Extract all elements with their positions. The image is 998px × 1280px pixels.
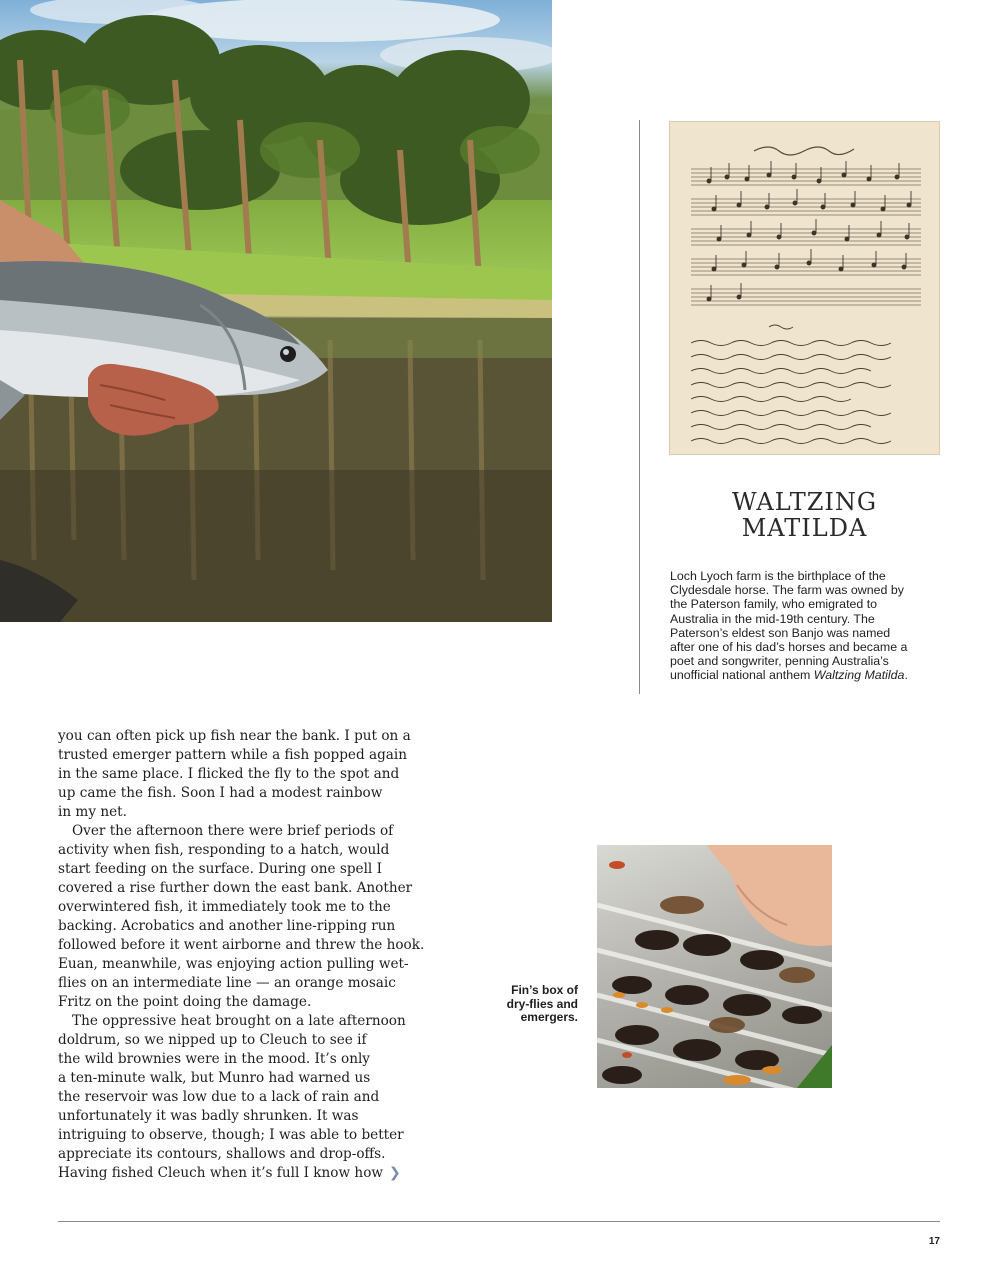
- body-line: trusted emerger pattern while a fish popped again: [58, 747, 407, 763]
- body-line: The oppressive heat brought on a late afternoon: [72, 1013, 406, 1029]
- sidebar-text-main: Loch Lyoch farm is the birthplace of the Clydesdale horse. The farm was owned by the Paterson family, who emigrated to Australia in the mid-19th century. The Paterson’s eldest son Banjo was named after one of his dad’s horses and became a poet and songwriter, penning Australia’s unofficial national anthem: [670, 569, 908, 683]
- sheet-music-manuscript-image: [669, 121, 940, 455]
- body-line: the wild brownies were in the mood. It’s only: [58, 1051, 370, 1067]
- fly-box-photo: [597, 845, 832, 1088]
- body-line: you can often pick up fish near the bank. I put on a: [58, 728, 411, 744]
- body-line: Euan, meanwhile, was enjoying action pulling wet-: [58, 956, 409, 972]
- caption-line: emergers.: [520, 1010, 578, 1024]
- body-line: covered a rise further down the east bank. Another: [58, 880, 413, 896]
- body-line: Over the afternoon there were brief periods of: [72, 823, 394, 839]
- sidebar-text-end: .: [904, 668, 908, 683]
- footer-rule: [58, 1221, 940, 1222]
- sidebar-title: [669, 489, 940, 541]
- body-line: the reservoir was low due to a lack of rain and: [58, 1089, 380, 1105]
- body-line: start feeding on the surface. During one spell I: [58, 861, 382, 877]
- body-line: Fritz on the point doing the damage.: [58, 994, 312, 1010]
- body-line: Having fished Cleuch when it’s full I know how: [58, 1165, 384, 1181]
- body-line: in the same place. I flicked the fly to the spot and: [58, 766, 400, 782]
- body-line: activity when fish, responding to a hatch, would: [58, 842, 390, 858]
- body-line: intriguing to observe, though; I was able to better: [58, 1127, 404, 1143]
- body-line: overwintered fish, it immediately took me to the: [58, 899, 391, 915]
- body-line: flies on an intermediate line — an orange mosaic: [58, 975, 396, 991]
- sidebar-title-line2: MATILDA: [741, 514, 868, 542]
- body-line: followed before it went airborne and threw the hook.: [58, 937, 425, 953]
- sidebar-title-line1: WALTZING: [731, 488, 878, 516]
- sidebar-body-text: [670, 569, 918, 683]
- body-line: backing. Acrobatics and another line-ripping run: [58, 918, 396, 934]
- body-line: in my net.: [58, 804, 127, 820]
- caption-line: dry-flies and: [506, 996, 578, 1011]
- page-number: 17: [928, 1236, 940, 1247]
- hero-photo-trout-loch: [0, 0, 552, 622]
- photo-caption: [486, 984, 578, 1025]
- chevron-right-icon: ❯: [389, 1165, 401, 1181]
- sidebar-divider: [639, 120, 640, 694]
- body-line: a ten-minute walk, but Munro had warned us: [58, 1070, 371, 1086]
- body-line: appreciate its contours, shallows and drop-offs.: [58, 1146, 386, 1162]
- sidebar-text-song-title: Waltzing Matilda: [813, 668, 905, 683]
- article-body-column: [58, 727, 425, 1183]
- caption-line: Fin’s box of: [511, 983, 578, 997]
- body-line: unfortunately it was badly shrunken. It was: [58, 1108, 359, 1124]
- body-line-last: [58, 1164, 420, 1183]
- body-line: doldrum, so we nipped up to Cleuch to see if: [58, 1032, 367, 1048]
- body-line: up came the fish. Soon I had a modest rainbow: [58, 785, 383, 801]
